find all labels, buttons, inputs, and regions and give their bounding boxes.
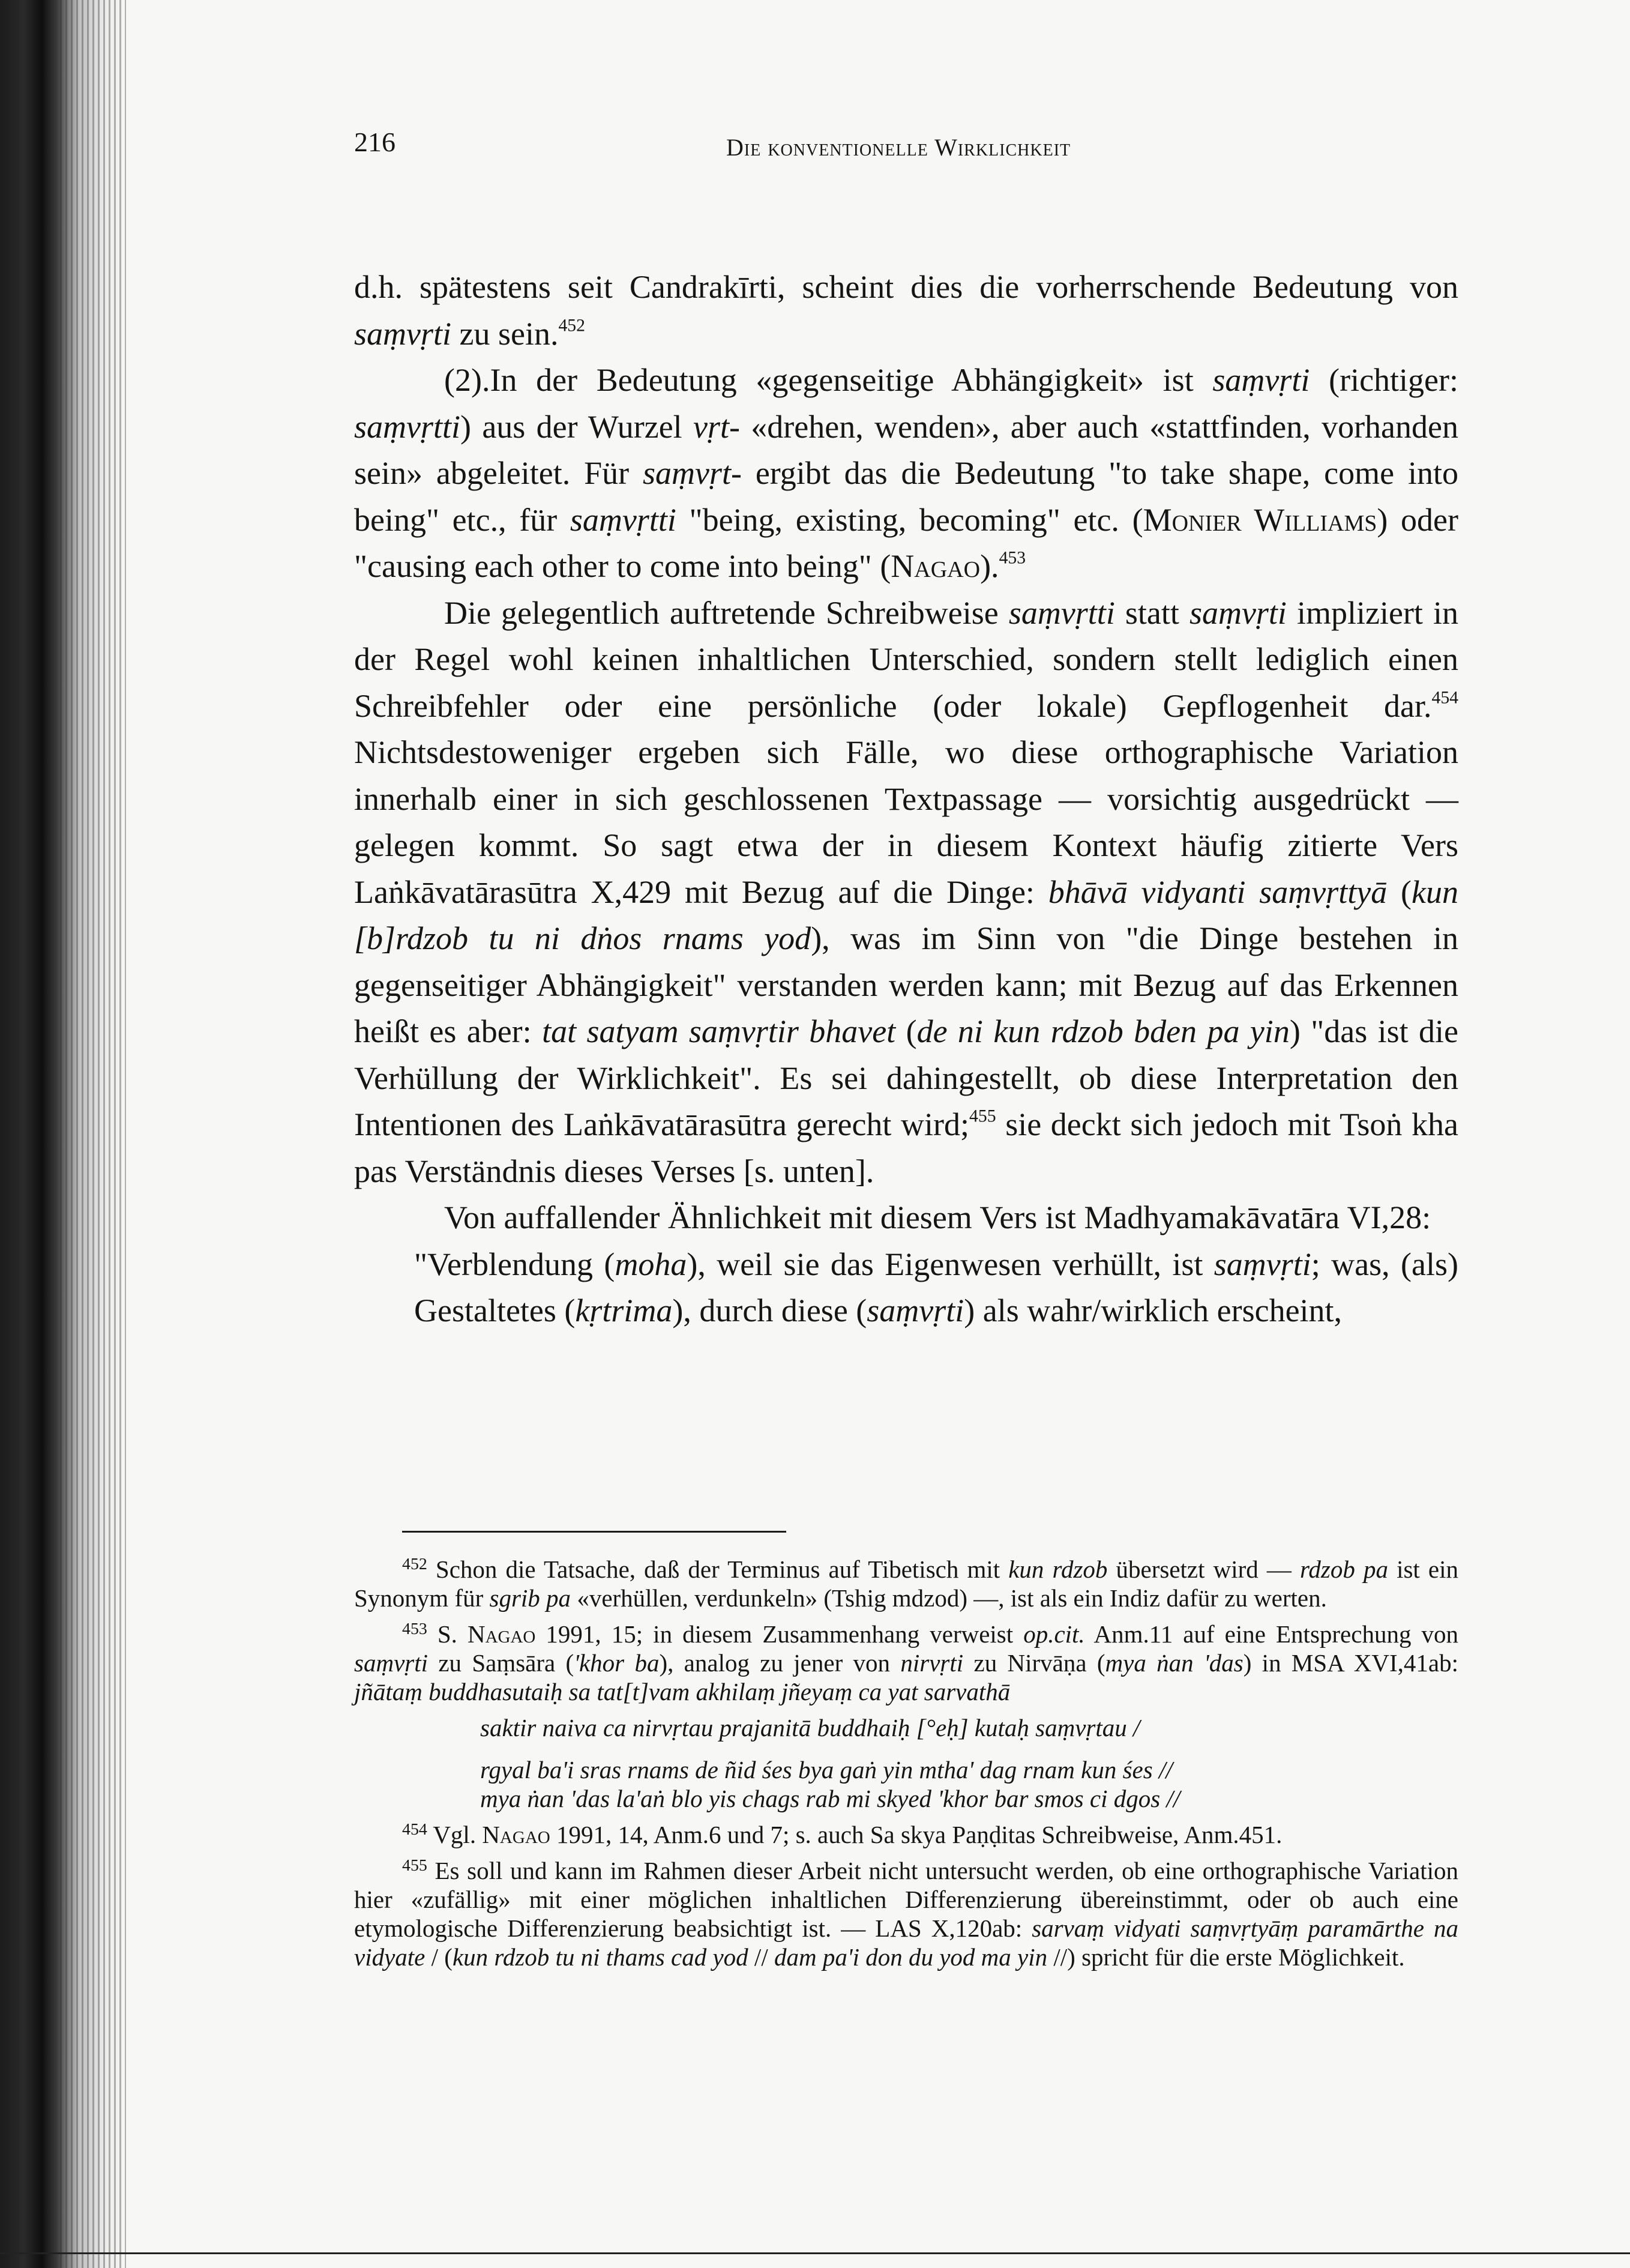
footnote-452: $^{452}$ Schon die Tatsache, daß der Terminus auf Tibetisch mit kun rdzob übersetzt wird — rdzob pa ist ein Synonym für sgrib pa «verhüllen, verdunkeln» (Tshig mdzod) —, ist als ein Indiz dafür zu werten. bbox=[354, 1555, 1459, 1612]
footnote-number: 452 bbox=[402, 1555, 427, 1574]
footnote-453: $^{453}$ S. Nagao 1991, 15; in diesem Zusammenhang verweist op.cit. Anm.11 auf eine Entsprechung von saṃvṛti zu Saṃsāra ('khor ba), analog zu jener von nirvṛti zu Nirvāṇa (mya ṅan 'das) in MSA XVI,41ab: jñātaṃ buddhasutaiḥ sa tat[t]vam akhilaṃ jñeyaṃ ca yat sarvathā bbox=[354, 1620, 1459, 1706]
footnote-ref-455[interactable]: 455 bbox=[969, 1106, 996, 1126]
paragraph-3: Die gelegentlich auftretende Schreibweise saṃvṛtti statt saṃvṛti impliziert in der Regel wohl keinen inhaltlichen Unterschied, sondern stellt lediglich einen Schreibfehler oder eine persönliche (oder lokale) Gepflogenheit dar.$^{454}$ Nichtsdestoweniger ergeben sich Fälle, wo diese orthographische Variation innerhalb einer in sich geschlossenen Textpassage — vorsichtig ausgedrückt — gelegen kommt. So sagt etwa der in diesem Kontext häufig zitierte Vers Laṅkāvatārasūtra X,429 mit Bezug auf die Dinge: bhāvā vidyanti saṃvṛttyā (kun [b]rdzob tu ni dṅos rnams yod), was im Sinn von "die Dinge bestehen in gegenseitiger Abhängigkeit" verstanden werden kann; mit Bezug auf das Erkennen heißt es aber: tat satyam saṃvṛtir bhavet (de ni kun rdzob bden pa yin) "das ist die Verhüllung der Wirklichkeit". Es sei dahingestellt, ob diese Interpretation den Intentionen des Laṅkāvatārasūtra gerecht wird;$^{455}$ sie deckt sich jedoch mit Tsoṅ kha pas Verständnis dieses Verses [s. unten]. bbox=[354, 594, 1459, 1189]
footnote-454: $^{454}$ Vgl. Nagao 1991, 14, Anm.6 und 7; s. auch Sa skya Paṇḍitas Schreibweise, Anm.451. bbox=[402, 1820, 1283, 1848]
footnote-ref-454[interactable]: 454 bbox=[1431, 688, 1458, 708]
footnote-ref-452[interactable]: 452 bbox=[558, 316, 585, 336]
footnote-number: 454 bbox=[402, 1820, 427, 1839]
book-page bbox=[354, 126, 1459, 1971]
verse-line-3: mya ṅan 'das la'aṅ blo yis chags rab mi skyed 'khor bar smos ci dgos // bbox=[480, 1785, 1180, 1812]
running-title: Die konventionelle Wirklichkeit bbox=[726, 134, 1071, 161]
binding-stripes bbox=[60, 0, 126, 2268]
page-header bbox=[354, 126, 1458, 174]
paragraph-1: d.h. spätestens seit Candrakīrti, scheint dies die vorherrschende Bedeutung von saṃvṛti zu sein.$^{452}$ bbox=[354, 269, 1458, 352]
page-bottom-edge bbox=[0, 2252, 1630, 2254]
quotation: "Verblendung (moha), weil sie das Eigenwesen verhüllt, ist saṃvṛti; was, (als) Gestaltetes (kṛtrima), durch diese (saṃvṛti) als wahr/wirklich erscheint, bbox=[414, 1246, 1458, 1329]
page-number: 216 bbox=[354, 127, 395, 157]
paragraph-4: Von auffallender Ähnlichkeit mit diesem Vers ist Madhyamakāvatāra VI,28: bbox=[444, 1199, 1431, 1235]
footnote-ref-453[interactable]: 453 bbox=[999, 548, 1026, 568]
verse-line-1: saktir naiva ca nirvṛtau prajanitā buddhaiḥ [°eḥ] kutaḥ saṃvṛtau / bbox=[480, 1714, 1140, 1742]
footnote-455: $^{455}$ Es soll und kann im Rahmen dieser Arbeit nicht untersucht werden, ob eine orthographische Variation hier «zufällig» mit einer möglichen inhaltlichen Differenzierung übereinstimmt, oder ob auch eine etymologische Differenzierung beabsichtigt ist. — LAS X,120ab: sarvaṃ vidyati saṃvṛtyāṃ paramārthe na vidyate / (kun rdzob tu ni thams cad yod // dam pa'i don du yod ma yin //) spricht für die erste Möglichkeit. bbox=[354, 1856, 1458, 1971]
footnote-number: 455 bbox=[402, 1856, 427, 1875]
verse-gap bbox=[354, 1742, 1458, 1755]
footnote-number: 453 bbox=[402, 1620, 427, 1639]
paragraph-2: (2).In der Bedeutung «gegenseitige Abhängigkeit» ist saṃvṛti (richtiger: saṃvṛtti) aus der Wurzel vṛt- «drehen, wenden», aber auch «stattfinden, vorhanden sein» abgeleitet. Für saṃvṛt- ergibt das die Bedeutung "to take shape, come into being" etc., für saṃvṛtti "being, existing, becoming" etc. (Monier Williams) oder "causing each other to come into being" (Nagao).$^{453}$ bbox=[354, 362, 1459, 584]
verse-line-2: rgyal ba'i sras rnams de ñid śes bya gaṅ yin mtha' dag rnam kun śes // bbox=[480, 1756, 1173, 1784]
body-text bbox=[354, 264, 1458, 1335]
footnotes bbox=[354, 1555, 1458, 1979]
footnote-separator bbox=[402, 1531, 786, 1533]
